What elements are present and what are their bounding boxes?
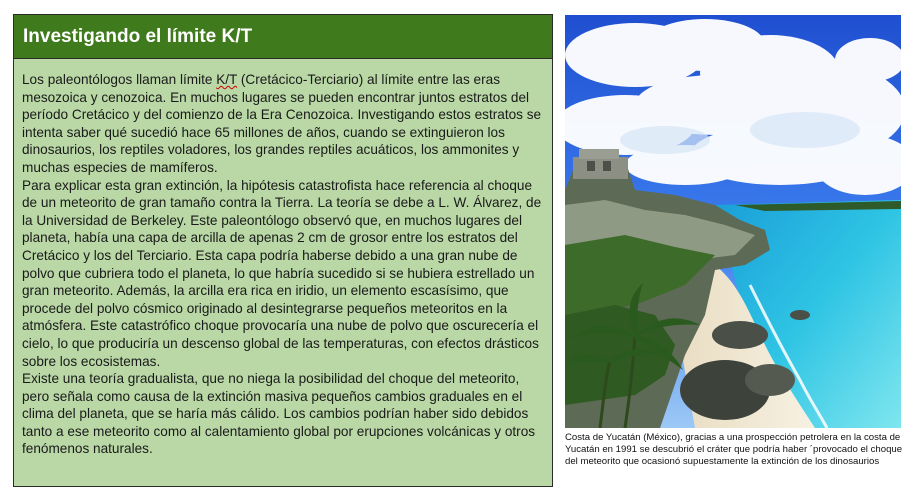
photo-caption: Costa de Yucatán (México), gracias a una prospección petrolera en la costa de Yucatán en 1991 se descubrió el cráter que podría haber ´provocado el choque del meteorito que ocasionó supuestamente la extinción de los dinosaurios [565, 432, 903, 467]
title-bar [14, 15, 552, 59]
paragraph-1-end: (Cretácico-Terciario) al límite entre las eras mesozoica y cenozoica. En muchos lugares se pueden encontrar juntos estratos del período Cretácico y del comienzo de la Era Cenozoica. Investigando estos estratos se intenta saber qué sucedió hace 65 millones de años, cuando se extinguieron los dinosaurios, los reptiles voladores, los grandes reptiles acuáticos, los ammonites y muchas especies de mamíferos. [22, 72, 542, 175]
yucatan-coast-photo [565, 15, 901, 428]
paragraph-1-start: Los paleontólogos llaman límite [22, 72, 217, 87]
paragraph-3: Existe una teoría gradualista, que no niega la posibilidad del choque del meteorito, pero señala como causa de la extinción masiva pequeños cambios graduales en el clima del planeta, que se haría más cálido. Los cambios podrían haber sido debidos tanto a ese meteorito como al calentamiento global por erupciones volcánicas y otros fenómenos naturales. [22, 371, 536, 457]
paragraph-1 [22, 71, 546, 177]
kt-term: K/T [216, 72, 238, 87]
article-title: Investigando el límite K/T [23, 25, 253, 47]
paragraph-2: Para explicar esta gran extinción, la hipótesis catastrofista hace referencia al choque de un meteorito de gran tamaño contra la Tierra. La teoría se debe a L. W. Álvarez, de la Universidad de Berkeley. Este paleontólogo observó que, en muchos lugares del planeta, había una capa de arcilla de apenas 2 cm de grosor entre los estratos del Cretácico y los del Terciario. Esta capa podría haberse debido a una gran nube de polvo que cubriera todo el planeta, lo que habría sucedido si se hubiera estrellado un gran meteorito. Además, la arcilla era rica en iridio, un elemento escasísimo, que procede del polvo cósmico originado al desintegrarse pequeños meteoritos en la atmósfera. Este catastrófico choque provocaría una nube de polvo que oscurecería el cielo, lo que produciría un descenso global de las temperaturas, con efectos drásticos sobre los ecosistemas. [22, 177, 542, 369]
article-body [22, 71, 546, 458]
article-panel [13, 14, 553, 487]
